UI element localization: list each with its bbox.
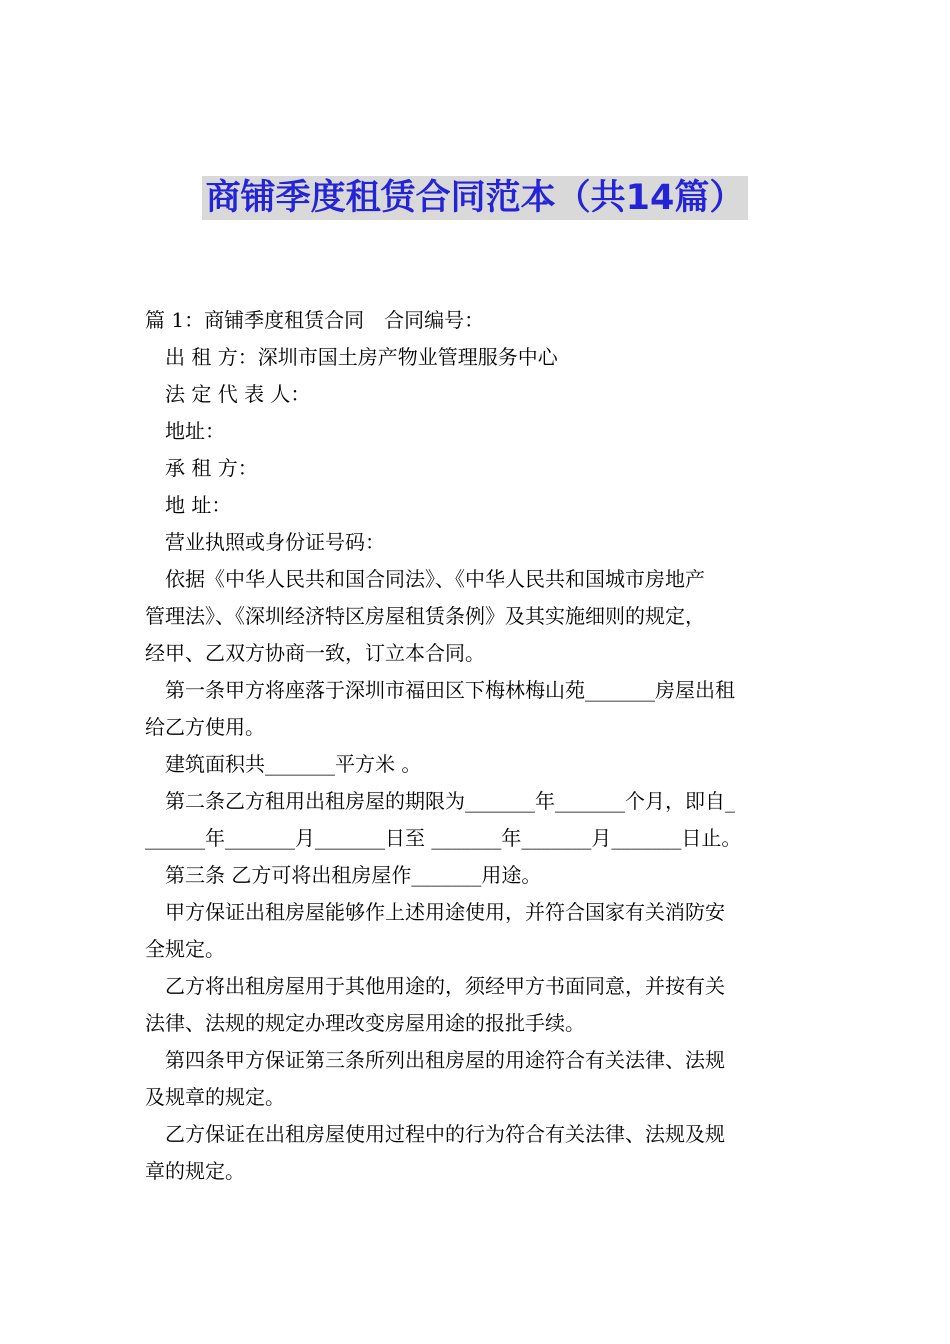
text-line: 管理法》、《深圳经济特区房屋租赁条例》及其实施细则的规定， (145, 604, 705, 628)
document-title: 商铺季度租赁合同范本（共14篇） (202, 176, 749, 220)
text-line: 篇 1：商铺季度租赁合同 合同编号： (145, 308, 485, 332)
text-line: 给乙方使用。 (145, 715, 265, 739)
text-line: 地 址： (165, 493, 232, 517)
text-line: 章的规定。 (145, 1159, 245, 1183)
text-line: 出 租 方：深圳市国土房产物业管理服务中心 (165, 345, 558, 369)
text-line: 地址： (165, 419, 225, 443)
text-line: ______年_______月_______日至 _______年_______月_______日止。 (145, 826, 742, 850)
text-line: 全规定。 (145, 937, 225, 961)
text-line: 乙方保证在出租房屋使用过程中的行为符合有关法律、法规及规 (165, 1122, 725, 1146)
text-line: 第一条甲方将座落于深圳市福田区下梅林梅山苑_______房屋出租 (165, 678, 735, 702)
text-line: 及规章的规定。 (145, 1085, 285, 1109)
text-line: 第三条 乙方可将出租房屋作_______用途。 (165, 863, 542, 887)
title-container (0, 176, 950, 220)
text-line: 乙方将出租房屋用于其他用途的，须经甲方书面同意，并按有关 (165, 974, 725, 998)
text-line: 甲方保证出租房屋能够作上述用途使用，并符合国家有关消防安 (165, 900, 725, 924)
text-line: 营业执照或身份证号码： (165, 530, 385, 554)
text-line: 第二条乙方租用出租房屋的期限为_______年_______个月，即自_ (165, 789, 735, 813)
text-line: 承 租 方： (165, 456, 258, 480)
document-body (145, 302, 810, 1190)
text-line: 法 定 代 表 人： (165, 382, 311, 406)
text-line: 经甲、乙双方协商一致，订立本合同。 (145, 641, 485, 665)
text-line: 第四条甲方保证第三条所列出租房屋的用途符合有关法律、法规 (165, 1048, 725, 1072)
text-line: 建筑面积共_______平方米 。 (165, 752, 422, 776)
text-line: 法律、法规的规定办理改变房屋用途的报批手续。 (145, 1011, 585, 1035)
text-line: 依据《中华人民共和国合同法》、《中华人民共和国城市房地产 (165, 567, 705, 591)
